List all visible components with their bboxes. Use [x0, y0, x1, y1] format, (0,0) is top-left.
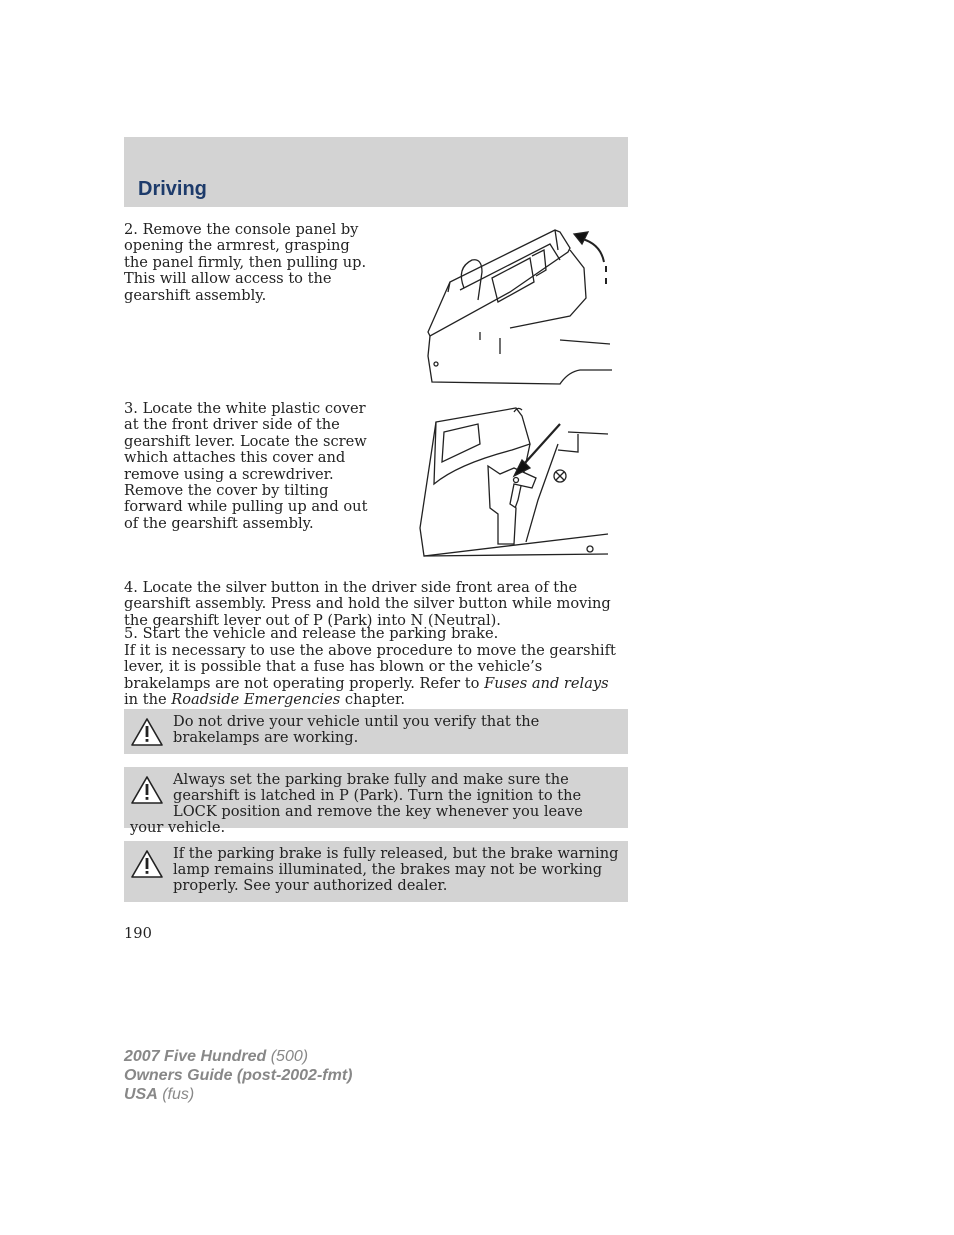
roadside-emergencies-reference: Roadside Emergencies — [171, 691, 341, 709]
footer-line-2: Owners Guide (post-2002-fmt) — [124, 1067, 353, 1084]
gearshift-cover-illustration — [418, 404, 614, 566]
info-text-before: If it is necessary to use the above procedure to move the gearshift lever, it is possible that a fuse has blown or the vehicle’s brakelamps are not operating properly. Refer to — [124, 642, 616, 692]
footer-line-3: USA (fus) — [124, 1086, 195, 1103]
fuses-reference: Fuses and relays — [484, 674, 609, 692]
step-4-text: 4. Locate the silver button in the driver side front area of the gearshift assembly. Press and hold the silver button while moving the gearshift lever out of P (Park) into N (Neutral). — [124, 579, 611, 629]
section-header — [124, 137, 628, 207]
info-text-middle: in the — [124, 691, 172, 709]
console-panel-illustration — [420, 220, 616, 388]
warning-box-brake-lamp — [124, 841, 628, 902]
document-footer — [124, 1047, 352, 1104]
warning-triangle-icon — [130, 848, 164, 880]
step-2-text: 2. Remove the console panel by opening the armrest, grasping the panel firmly, then pulling up. This will allow access to the gearshift assembly. — [124, 221, 367, 304]
footer-line-1: 2007 Five Hundred (500) — [124, 1048, 309, 1065]
info-text-after: chapter. — [340, 691, 406, 709]
warning-triangle-icon — [130, 716, 164, 748]
info-paragraph — [124, 643, 624, 709]
warning-text: Always set the parking brake fully and make sure the gearshift is latched in P (Park). Turn the ignition to the LOCK position and remove the key whenever you leave your vehicle. — [130, 771, 583, 836]
step-5-text: 5. Start the vehicle and release the parking brake. — [124, 625, 499, 642]
warning-box-brakelamps — [124, 709, 628, 754]
warning-triangle-icon — [130, 774, 164, 806]
warning-text: If the parking brake is fully released, but the brake warning lamp remains illuminated, the brakes may not be working properly. See your authorized dealer. — [173, 845, 619, 894]
section-title: Driving — [138, 178, 207, 200]
warning-text: Do not drive your vehicle until you verify that the brakelamps are working. — [173, 713, 540, 746]
step-3-text: 3. Locate the white plastic cover at the front driver side of the gearshift lever. Locate the screw which attaches this cover and remove using a screwdriver. Remove the cover by tilting forward while pulling up and out of the gearshift assembly. — [124, 400, 368, 532]
warning-box-parking-brake — [124, 767, 628, 836]
page-number: 190 — [124, 925, 152, 942]
